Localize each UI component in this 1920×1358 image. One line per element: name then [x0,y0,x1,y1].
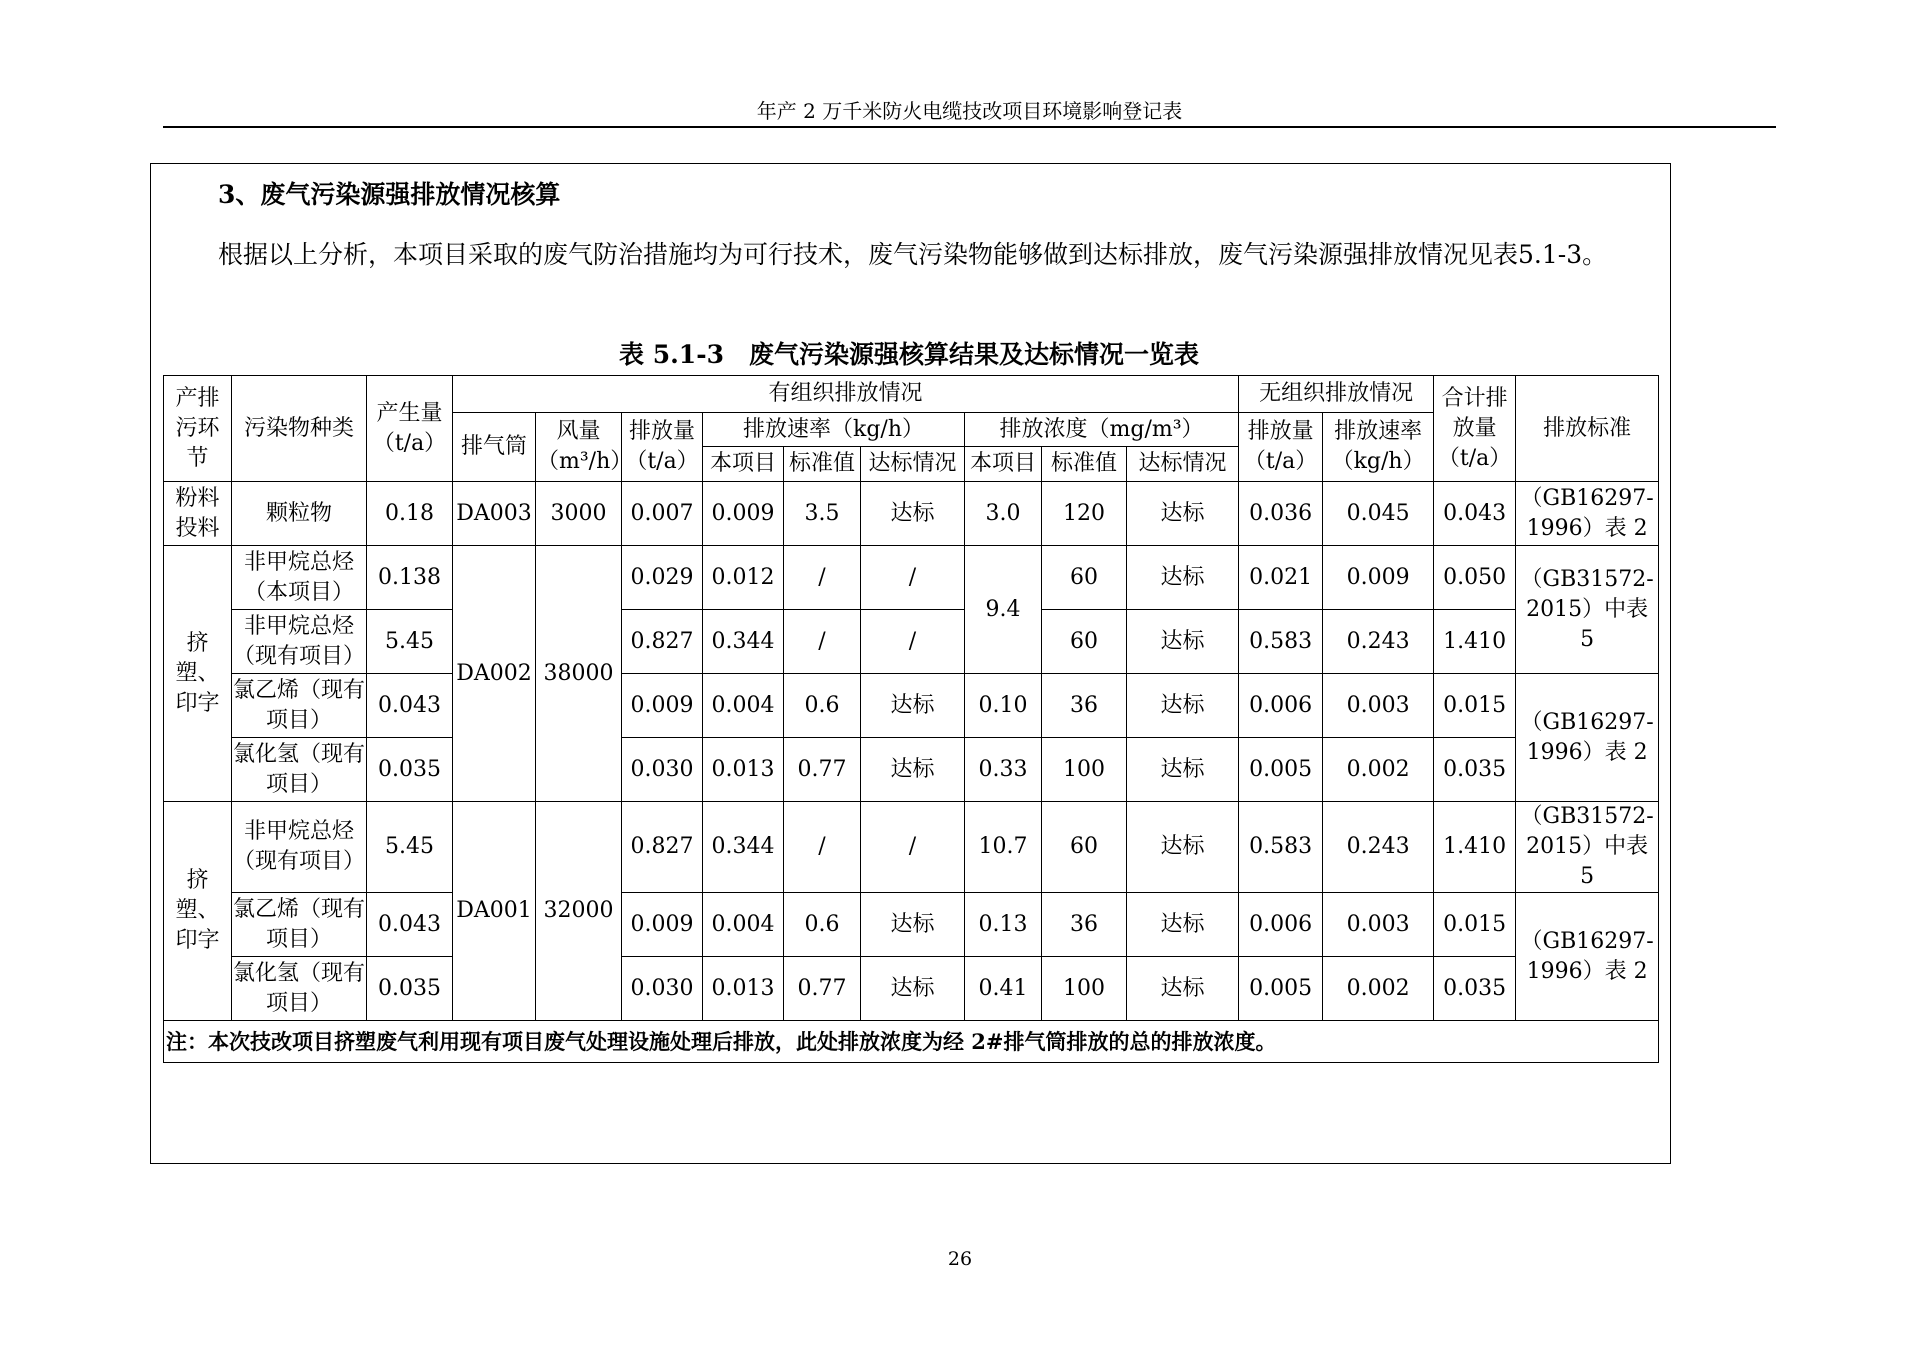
cell-un-emission: 0.036 [1239,482,1323,546]
header-row-1 [164,376,1659,413]
cell-rate-compliance: 达标 [861,674,965,738]
cell-un-rate: 0.002 [1323,957,1434,1021]
body-paragraph: 根据以上分析，本项目采取的废气防治措施均为可行技术，废气污染物能够做到达标排放，废气污染源强排放情况见表5.1-3。 [218,240,1608,269]
cell-emission: 0.029 [622,546,703,610]
cell-emission: 0.030 [622,957,703,1021]
cell-rate: 0.004 [703,674,784,738]
col-airflow [536,413,633,482]
col-emission: 排放量（t/a） [622,413,703,482]
emission-table [163,375,1659,1063]
col-conc-compliance: 达标情况 [1127,447,1239,482]
cell-production: 0.138 [367,546,453,610]
cell-total: 1.410 [1434,802,1516,893]
cell-rate: 0.009 [703,482,784,546]
cell-rate: 0.013 [703,957,784,1021]
table-row [164,546,1659,610]
cell-production: 5.45 [367,610,453,674]
table-note: 注：本次技改项目挤塑废气利用现有项目废气处理设施处理后排放，此处排放浓度为经 2#排气筒排放的总的排放浓度。 [164,1021,1659,1063]
col-total: 合计排放量（t/a） [1434,376,1516,482]
cell-un-rate: 0.243 [1323,802,1434,893]
cell-un-rate: 0.243 [1323,610,1434,674]
cell-conc-compliance: 达标 [1127,674,1239,738]
cell-standard: （GB16297-1996）表 2 [1516,482,1659,546]
cell-stack: DA003 [453,482,536,546]
cell-rate-std: / [784,802,861,893]
cell-conc-std: 120 [1042,482,1127,546]
cell-rate-compliance: 达标 [861,957,965,1021]
table-row [164,610,1659,674]
cell-production: 0.043 [367,893,453,957]
cell-standard: （GB16297-1996）表 2 [1516,893,1659,1021]
cell-pollutant: 颗粒物 [232,482,367,546]
cell-un-rate: 0.045 [1323,482,1434,546]
cell-conc: 10.7 [965,802,1042,893]
col-rate-this: 本项目 [703,447,784,482]
col-conc-this: 本项目 [965,447,1042,482]
cell-conc-compliance: 达标 [1127,893,1239,957]
cell-rate: 0.344 [703,802,784,893]
col-conc-std: 标准值 [1042,447,1127,482]
col-pollutant: 污染物种类 [232,376,367,482]
cell-rate-compliance: / [861,610,965,674]
cell-production: 0.043 [367,674,453,738]
cell-rate-compliance: / [861,802,965,893]
page-header: 年产 2 万千米防火电缆技改项目环境影响登记表 [756,99,1183,123]
col-production: 产生量（t/a） [367,376,453,482]
airflow-label: 风量 [556,419,601,444]
cell-un-emission: 0.583 [1239,802,1323,893]
cell-emission: 0.009 [622,893,703,957]
cell-total: 0.043 [1434,482,1516,546]
cell-rate: 0.004 [703,893,784,957]
table-row [164,674,1659,738]
cell-pollutant: 氯乙烯（现有项目） [232,674,367,738]
cell-production: 5.45 [367,802,453,893]
cell-stack: DA002 [453,546,536,802]
cell-pollutant: 非甲烷总烃（本项目） [232,546,367,610]
cell-conc-compliance: 达标 [1127,802,1239,893]
col-stack: 排气筒 [453,413,536,482]
note-row [164,1021,1659,1063]
cell-rate-std: / [784,610,861,674]
cell-pollutant: 氯化氢（现有项目） [232,738,367,802]
cell-rate: 0.012 [703,546,784,610]
col-organized: 有组织排放情况 [453,376,1239,413]
cell-rate-std: 0.77 [784,957,861,1021]
table-caption: 表 5.1-3 废气污染源强核算结果及达标情况一览表 [619,340,1199,369]
cell-conc: 0.13 [965,893,1042,957]
cell-un-rate: 0.002 [1323,738,1434,802]
cell-airflow: 3000 [536,482,622,546]
cell-pollutant: 氯化氢（现有项目） [232,957,367,1021]
cell-conc-std: 100 [1042,957,1127,1021]
col-rate: 排放速率（kg/h） [703,413,965,447]
cell-rate-std: 0.6 [784,893,861,957]
table-row [164,738,1659,802]
cell-stage: 粉料投料 [164,482,232,546]
cell-total: 0.035 [1434,957,1516,1021]
table-row [164,482,1659,546]
table-row [164,893,1659,957]
cell-rate-std: 3.5 [784,482,861,546]
cell-un-rate: 0.003 [1323,893,1434,957]
cell-rate: 0.013 [703,738,784,802]
cell-conc-compliance: 达标 [1127,610,1239,674]
cell-rate-compliance: 达标 [861,738,965,802]
cell-total: 0.015 [1434,674,1516,738]
cell-total: 1.410 [1434,610,1516,674]
cell-standard: （GB31572-2015）中表 5 [1516,802,1659,893]
col-rate-compliance: 达标情况 [861,447,965,482]
cell-conc: 0.33 [965,738,1042,802]
col-concentration: 排放浓度（mg/m³） [965,413,1239,447]
cell-conc-std: 60 [1042,610,1127,674]
page-number: 26 [947,1248,973,1270]
cell-emission: 0.827 [622,610,703,674]
cell-emission: 0.030 [622,738,703,802]
cell-production: 0.18 [367,482,453,546]
cell-conc: 0.10 [965,674,1042,738]
cell-un-emission: 0.006 [1239,893,1323,957]
cell-conc-compliance: 达标 [1127,546,1239,610]
cell-emission: 0.009 [622,674,703,738]
cell-un-rate: 0.009 [1323,546,1434,610]
cell-stage: 挤塑、印字 [164,546,232,802]
cell-airflow: 32000 [536,802,622,1021]
cell-pollutant: 非甲烷总烃（现有项目） [232,610,367,674]
col-un-emission: 排放量（t/a） [1239,413,1323,482]
cell-rate-std: 0.77 [784,738,861,802]
cell-emission: 0.827 [622,802,703,893]
table-row [164,957,1659,1021]
cell-total: 0.035 [1434,738,1516,802]
cell-emission: 0.007 [622,482,703,546]
cell-rate-compliance: 达标 [861,893,965,957]
col-rate-std: 标准值 [784,447,861,482]
cell-standard: （GB31572-2015）中表 5 [1516,546,1659,674]
cell-airflow: 38000 [536,546,622,802]
col-standard: 排放标准 [1516,376,1659,482]
cell-total: 0.050 [1434,546,1516,610]
cell-un-emission: 0.021 [1239,546,1323,610]
cell-conc-compliance: 达标 [1127,957,1239,1021]
col-stage: 产排污环节 [164,376,232,482]
header-rule [163,126,1776,128]
cell-conc-std: 36 [1042,893,1127,957]
cell-conc-std: 36 [1042,674,1127,738]
cell-conc: 9.4 [965,546,1042,674]
cell-un-emission: 0.005 [1239,957,1323,1021]
cell-conc-compliance: 达标 [1127,482,1239,546]
cell-conc: 3.0 [965,482,1042,546]
cell-conc: 0.41 [965,957,1042,1021]
cell-un-rate: 0.003 [1323,674,1434,738]
cell-stack: DA001 [453,802,536,1021]
cell-production: 0.035 [367,738,453,802]
cell-un-emission: 0.005 [1239,738,1323,802]
table-row [164,802,1659,893]
cell-total: 0.015 [1434,893,1516,957]
cell-un-emission: 0.583 [1239,610,1323,674]
cell-conc-compliance: 达标 [1127,738,1239,802]
cell-pollutant: 氯乙烯（现有项目） [232,893,367,957]
cell-conc-std: 100 [1042,738,1127,802]
col-unorganized: 无组织排放情况 [1239,376,1434,413]
cell-conc-std: 60 [1042,546,1127,610]
cell-pollutant: 非甲烷总烃（现有项目） [232,802,367,893]
cell-rate-std: 0.6 [784,674,861,738]
cell-rate-compliance: / [861,546,965,610]
col-un-rate: 排放速率（kg/h） [1323,413,1434,482]
section-heading: 3、废气污染源强排放情况核算 [218,180,561,209]
airflow-unit: （m³/h） [537,449,633,474]
cell-rate-std: / [784,546,861,610]
cell-rate: 0.344 [703,610,784,674]
cell-standard: （GB16297-1996）表 2 [1516,674,1659,802]
cell-conc-std: 60 [1042,802,1127,893]
cell-un-emission: 0.006 [1239,674,1323,738]
cell-production: 0.035 [367,957,453,1021]
cell-rate-compliance: 达标 [861,482,965,546]
cell-stage: 挤塑、印字 [164,802,232,1021]
